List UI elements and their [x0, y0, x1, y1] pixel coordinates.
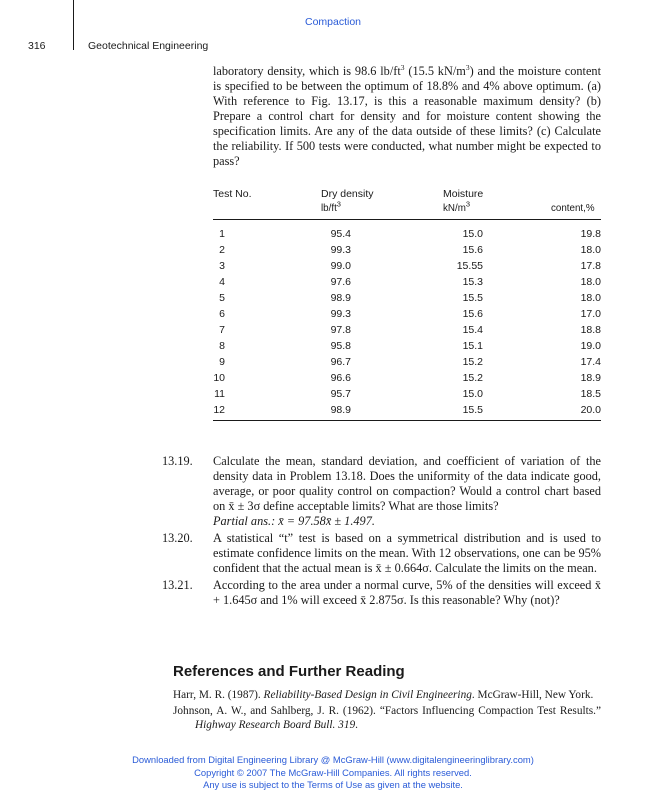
moisture-kn-cell: 15.5 — [462, 404, 483, 416]
moisture-content-cell: 18.0 — [580, 292, 601, 304]
table-row — [213, 276, 601, 292]
test-no-cell: 2 — [219, 244, 225, 256]
moisture-kn-cell: 15.4 — [462, 324, 483, 336]
footer-copyright: Copyright © 2007 The McGraw-Hill Companies. All rights reserved. — [194, 766, 472, 778]
footer-terms: Any use is subject to the Terms of Use as given at the website. — [203, 779, 463, 790]
table-unit-content: content,% — [551, 203, 595, 214]
moisture-content-cell: 18.8 — [580, 324, 601, 336]
test-no-cell: 9 — [219, 356, 225, 368]
dry-density-cell: 97.6 — [330, 276, 351, 288]
table-unit-kn-m3: $kN/m^3$ — [443, 199, 471, 214]
test-no-cell: 4 — [219, 276, 225, 288]
dry-density-cell: 95.8 — [330, 340, 351, 352]
test-no-cell: 12 — [213, 404, 225, 416]
reference-title: Reliability-Based Design in Civil Engineering — [263, 689, 472, 701]
footer-download-link[interactable]: Downloaded from Digital Engineering Library @ McGraw-Hill (www.digitalengineeringlibrary.com) — [132, 754, 534, 765]
table-row — [213, 324, 601, 340]
dry-density-cell: 96.7 — [330, 356, 351, 368]
moisture-kn-cell: 15.5 — [462, 292, 483, 304]
superscript: 3 — [400, 62, 405, 72]
dry-density-cell: 98.9 — [330, 292, 351, 304]
moisture-kn-cell: 15.6 — [462, 244, 483, 256]
intro-text: laboratory density, which is 98.6 lb/ft — [213, 64, 401, 78]
table-top-rule — [213, 219, 601, 220]
problem-text: Calculate the mean, standard deviation, and coefficient of variation of the density data in Problem 13.18. Does the uniformity of the data indicate good, average, or poor quality control on compaction? Would a control chart based on x̄ ± 3σ define acceptable limits? What are those limits? — [213, 454, 601, 513]
running-title: Compaction — [304, 16, 362, 28]
dry-density-cell: 95.4 — [330, 228, 351, 240]
moisture-kn-cell: 15.0 — [462, 388, 483, 400]
table-row — [213, 244, 601, 260]
test-no-cell: 7 — [219, 324, 225, 336]
dry-density-cell: 99.3 — [330, 308, 351, 320]
table-row — [213, 308, 601, 324]
references-heading: References and Further Reading — [173, 663, 405, 680]
table-unit-lb-ft3: $lb/ft^3$ — [321, 199, 341, 214]
reference-post: . — [355, 719, 358, 731]
moisture-content-cell: 18.0 — [580, 276, 601, 288]
table-header-test-no: Test No. — [213, 188, 252, 200]
reference-pre: Harr, M. R. (1987). — [173, 689, 264, 701]
table-bottom-rule — [213, 420, 601, 421]
intro-text: ) and the moisture content is specified to be between the optimum of 18.8% and 4% above optimum. (a) With reference to Fig. 13.17, is this a reasonable maximum density? (b) Prepare a control chart for density and for moisture content showing the specification limits. Are any of the data outside of these limits? (c) Calculate the reliability. If 500 tests were conducted, what number might be expected to pass? — [213, 64, 601, 168]
table-row — [213, 404, 601, 420]
problem-text: According to the area under a normal curve, 5% of the densities will exceed x̄ + 1.645σ and 1% will exceed x̄ 2.875σ. Is this reasonable? Why (not)? — [213, 578, 601, 607]
problem-13-18-continuation — [213, 64, 601, 169]
problem-text: A statistical “t” test is based on a symmetrical distribution and is used to estimate confidence limits on the mean. With 12 observations, one can be 95% confident that the actual mean is x̄ ± 0.664σ. Calculate the limits on the mean. — [213, 531, 601, 575]
test-no-cell: 10 — [213, 372, 225, 384]
table-row — [213, 340, 601, 356]
moisture-kn-cell: 15.2 — [462, 372, 483, 384]
moisture-content-cell: 20.0 — [580, 404, 601, 416]
test-no-cell: 5 — [219, 292, 225, 304]
problem-list — [162, 454, 601, 610]
test-no-cell: 6 — [219, 308, 225, 320]
test-no-cell: 11 — [214, 388, 225, 400]
moisture-kn-cell: 15.55 — [456, 260, 483, 272]
page-number: 316 — [28, 40, 46, 52]
moisture-content-cell: 18.5 — [580, 388, 601, 400]
moisture-kn-cell: 15.6 — [462, 308, 483, 320]
table-header-moisture: Moisture — [443, 188, 484, 200]
problem-number: 13.19. — [162, 454, 193, 468]
moisture-kn-cell: 15.1 — [462, 340, 483, 352]
footer — [0, 754, 666, 792]
test-no-cell: 8 — [219, 340, 225, 352]
book-title: Geotechnical Engineering — [88, 40, 209, 52]
intro-text: (15.5 kN/m — [404, 64, 466, 78]
table-row — [213, 260, 601, 276]
dry-density-cell: 99.0 — [330, 260, 351, 272]
moisture-content-cell: 17.0 — [580, 308, 601, 320]
table-header-dry-density: Dry density — [321, 188, 374, 200]
moisture-content-cell: 17.8 — [580, 260, 601, 272]
test-no-cell: 3 — [219, 260, 225, 272]
problem-item — [162, 578, 601, 608]
dry-density-cell: 97.8 — [330, 324, 351, 336]
table-body — [213, 228, 601, 420]
moisture-kn-cell: 15.0 — [462, 228, 483, 240]
dry-density-cell: 99.3 — [330, 244, 351, 256]
reference-pre: Johnson, A. W., and Sahlberg, J. R. (1962). “Factors Influencing Compaction Test Results.” — [173, 705, 601, 717]
moisture-content-cell: 17.4 — [580, 356, 601, 368]
dry-density-cell: 98.9 — [330, 404, 351, 416]
moisture-content-cell: 18.9 — [580, 372, 601, 384]
test-no-cell: 1 — [219, 228, 225, 240]
header-rule — [73, 0, 74, 50]
superscript: 3 — [465, 62, 470, 72]
problem-item — [162, 454, 601, 529]
table-row — [213, 372, 601, 388]
moisture-kn-cell: 15.2 — [462, 356, 483, 368]
table-row — [213, 356, 601, 372]
moisture-content-cell: 18.0 — [580, 244, 601, 256]
reference-title: Highway Research Board Bull. 319 — [195, 719, 356, 731]
moisture-kn-cell: 15.3 — [462, 276, 483, 288]
table-row — [213, 388, 601, 404]
problem-number: 13.20. — [162, 531, 193, 545]
dry-density-cell: 95.7 — [330, 388, 351, 400]
table-row — [213, 228, 601, 244]
reference-item — [173, 688, 601, 702]
table-row — [213, 292, 601, 308]
moisture-content-cell: 19.0 — [580, 340, 601, 352]
reference-list — [173, 688, 601, 734]
reference-item — [173, 704, 601, 732]
moisture-content-cell: 19.8 — [580, 228, 601, 240]
partial-answer: Partial ans.: x̄ = 97.58x̄ ± 1.497. — [213, 514, 375, 528]
dry-density-cell: 96.6 — [330, 372, 351, 384]
reference-post: . McGraw-Hill, New York. — [471, 689, 594, 701]
problem-item — [162, 531, 601, 576]
problem-number: 13.21. — [162, 578, 193, 592]
